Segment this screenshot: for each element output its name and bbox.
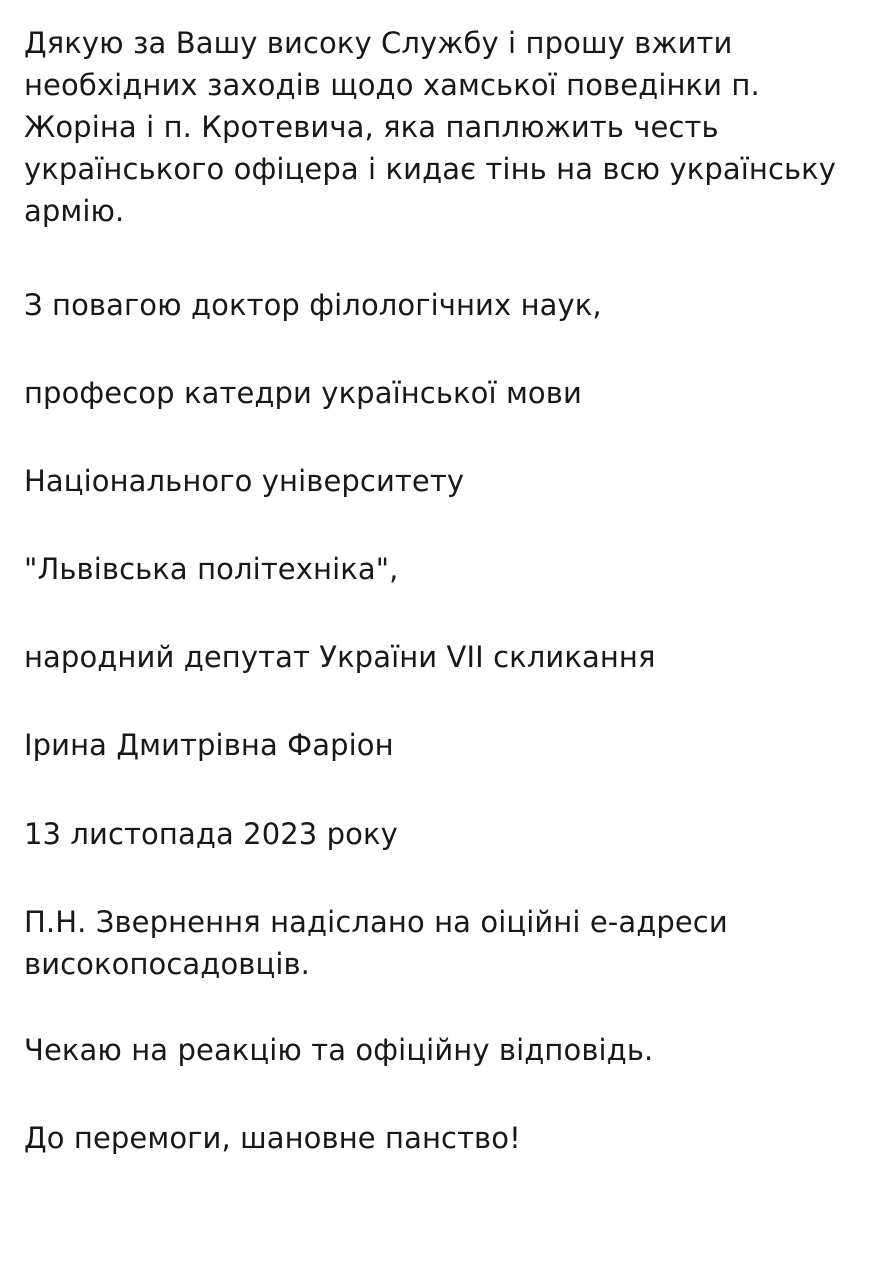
paragraph-signature-university-name: "Львівська політехніка", xyxy=(24,552,399,587)
paragraph-signature-degree: З повагою доктор філологічних наук, xyxy=(24,288,602,323)
paragraph-response-request: Чекаю на реакцію та офіційну відповідь. xyxy=(24,1032,654,1067)
paragraph-signature-deputy: народний депутат України VII скликання xyxy=(24,640,656,675)
paragraph-postscript: П.Н. Звернення надіслано на оіційні е-адреси високопосадовців. xyxy=(24,904,728,981)
paragraph-signature-university: Національного університету xyxy=(24,464,465,499)
paragraph-intro: Дякую за Вашу високу Службу і прошу вжити необхідних заходів щодо хамської поведінки п. Жоріна і п. Кротевича, яка паплюжить честь українського офіцера і кидає тінь на всю українську армію. xyxy=(24,26,837,229)
paragraph-signature-position: професор катедри української мови xyxy=(24,376,582,411)
paragraph-date: 13 листопада 2023 року xyxy=(24,816,398,851)
paragraph-closing: До перемоги, шановне панство! xyxy=(24,1120,521,1155)
paragraph-signature-name: Ірина Дмитрівна Фаріон xyxy=(24,728,394,763)
